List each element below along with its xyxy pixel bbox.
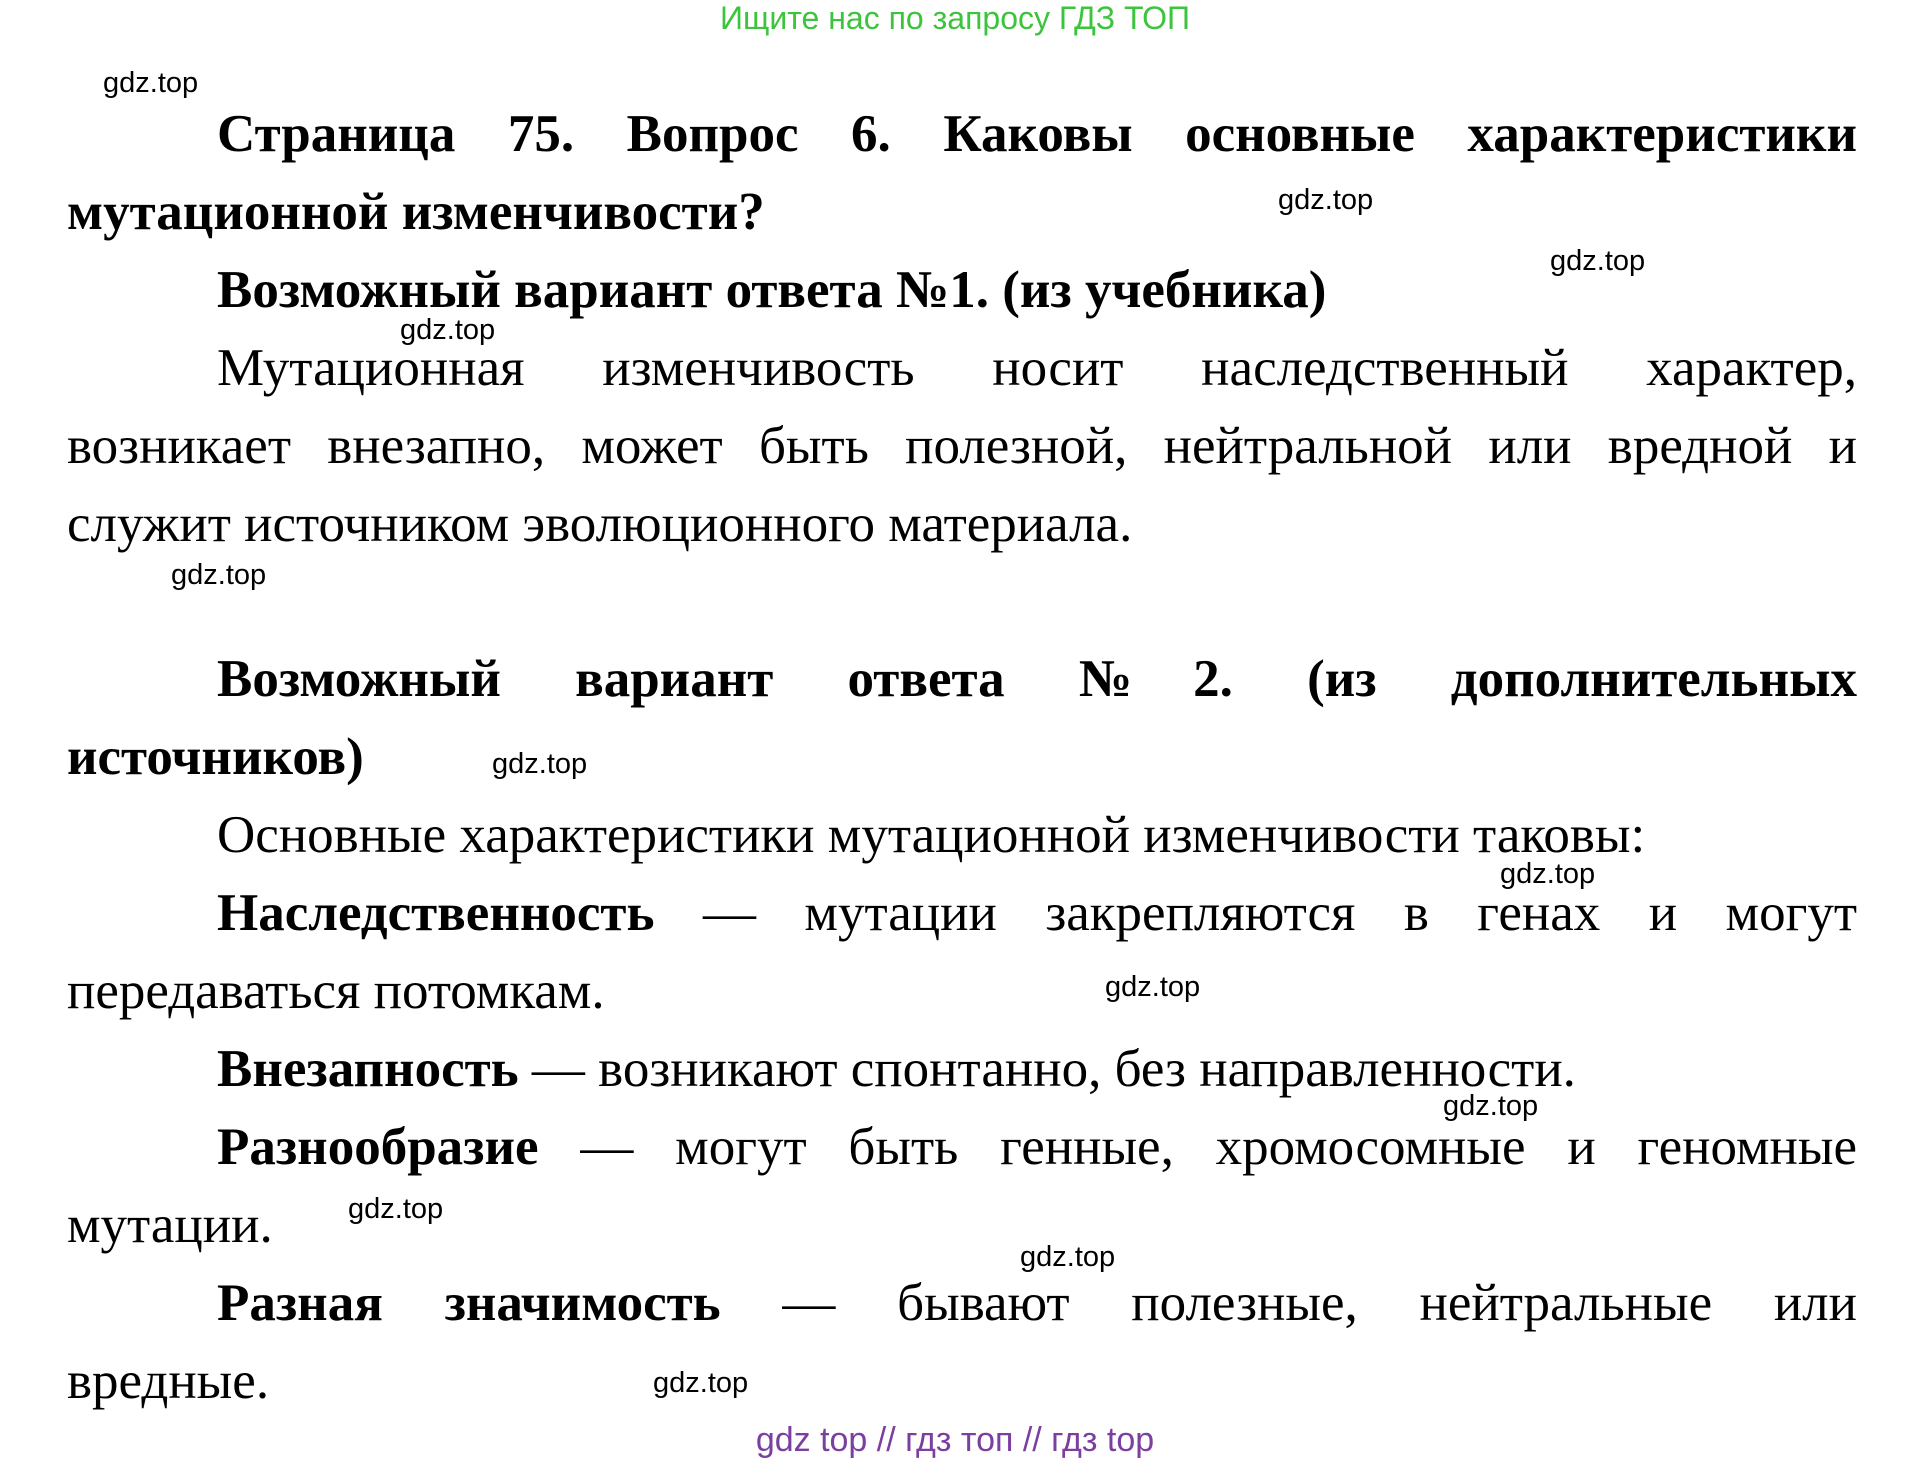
list-item-term: Разная значимость [217,1274,721,1332]
watermark: gdz.top [1443,1090,1539,1122]
watermark: gdz.top [171,559,267,591]
list-item-significance-line-1 [217,1271,1857,1335]
search-hint-banner[interactable]: Ищите нас по запросу ГДЗ ТОП [720,0,1190,36]
answer2-heading-line-2: источников) [67,728,364,786]
list-item-term: Разнообразие [217,1118,539,1176]
watermark: gdz.top [348,1193,444,1225]
list-item-text: — могут быть генные, хромосомные и геномные [538,1118,1857,1176]
watermark: gdz.top [400,314,496,346]
list-item-text: — бывают полезные, нейтральные или [720,1274,1857,1332]
watermark: gdz.top [1550,245,1646,277]
list-item-text: — мутации закрепляются в генах и могут [654,884,1857,942]
watermark: gdz.top [653,1367,749,1399]
list-item-diversity-line-1 [217,1115,1857,1179]
watermark: gdz.top [492,748,588,780]
answer1-heading: Возможный вариант ответа №1. (из учебника) [217,261,1327,319]
list-item-suddenness [217,1037,1576,1101]
footer-links[interactable]: gdz top // гдз топ // гдз top [755,1421,1155,1459]
answer2-intro: Основные характеристики мутационной изменчивости таковы: [217,806,1646,864]
watermark: gdz.top [1500,858,1596,890]
question-line-2: мутационной изменчивости? [67,183,765,241]
answer1-line-1: Мутационная изменчивость носит наследственный характер, [217,339,1857,397]
list-item-heredity-line-2: передаваться потомкам. [67,962,605,1020]
watermark: gdz.top [1105,971,1201,1003]
question-line-1: Страница 75. Вопрос 6. Каковы основные характеристики [217,105,1857,163]
list-item-diversity-line-2: мутации. [67,1196,273,1254]
answer1-line-3: служит источником эволюционного материала. [67,495,1133,553]
watermark: gdz.top [1278,184,1374,216]
list-item-term: Наследственность [217,884,655,942]
list-item-term: Внезапность [217,1040,519,1098]
answer1-line-2: возникает внезапно, может быть полезной, нейтральной или вредной и [67,417,1857,475]
list-item-heredity-line-1 [217,881,1857,945]
list-item-significance-line-2: вредные. [67,1352,270,1410]
answer2-heading-line-1: Возможный вариант ответа №2. (из дополнительных [217,650,1857,708]
list-item-text: — возникают спонтанно, без направленности. [518,1040,1576,1098]
watermark: gdz.top [103,67,199,99]
watermark: gdz.top [1020,1241,1116,1273]
